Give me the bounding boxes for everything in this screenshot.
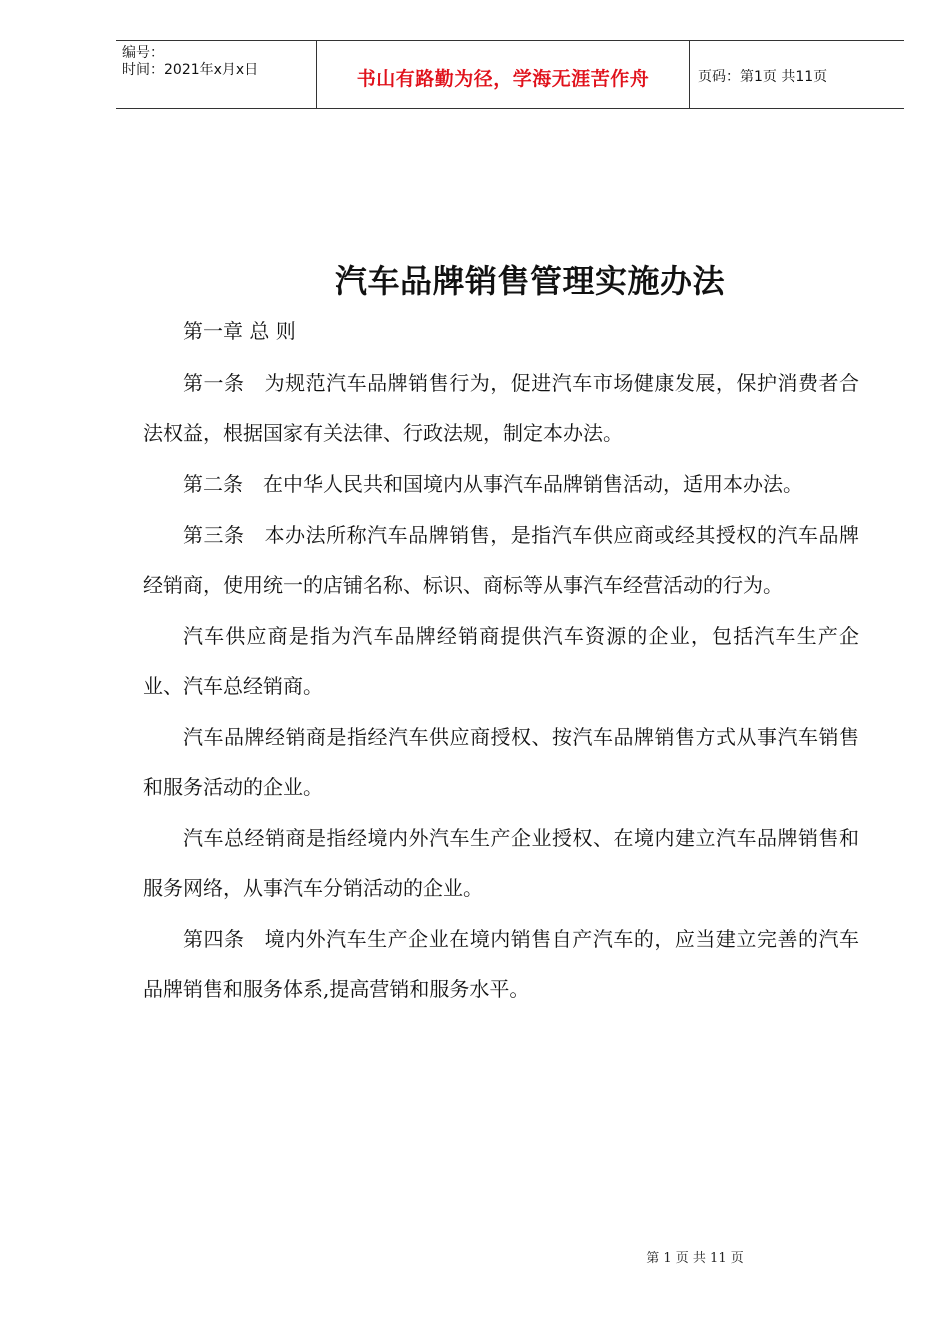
article-paragraph xyxy=(143,358,859,458)
footer-page-number: 第 1 页 共 11 页 xyxy=(646,1251,744,1266)
article-paragraph xyxy=(143,914,859,1014)
code-label: 编号： xyxy=(122,45,164,61)
article-number: 第二条 xyxy=(183,472,243,496)
header-meta-cell xyxy=(116,41,316,108)
chapter-heading: 第一章 总 则 xyxy=(183,319,296,343)
document-title: 汽车品牌销售管理实施办法 xyxy=(334,262,725,300)
article-number: 第三条 xyxy=(183,523,245,547)
document-body xyxy=(143,306,859,1014)
paragraph-text: 汽车品牌经销商是指经汽车供应商授权、按汽车品牌销售方式从事汽车销售和服务活动的企业。 xyxy=(143,725,859,799)
article-number: 第四条 xyxy=(183,927,245,951)
article-text: 为规范汽车品牌销售行为，促进汽车市场健康发展，保护消费者合法权益，根据国家有关法律、行政法规，制定本办法。 xyxy=(143,371,860,445)
date-label: 时间：2021年x月x日 xyxy=(122,62,259,78)
definition-paragraph xyxy=(143,611,859,711)
header-page-cell xyxy=(690,41,904,108)
motto-text: 书山有路勤为径，学海无涯苦作舟 xyxy=(356,68,650,90)
paragraph-text: 汽车总经销商是指经境内外汽车生产企业授权、在境内建立汽车品牌销售和服务网络，从事汽车分销活动的企业。 xyxy=(143,826,859,900)
definition-paragraph xyxy=(143,712,859,812)
page-header xyxy=(116,40,904,109)
definition-paragraph xyxy=(143,813,859,913)
paragraph-text: 汽车供应商是指为汽车品牌经销商提供汽车资源的企业，包括汽车生产企业、汽车总经销商。 xyxy=(143,624,859,698)
page-info: 页码：第1页 共11页 xyxy=(698,68,828,85)
page-footer xyxy=(0,1247,950,1266)
article-number: 第一条 xyxy=(183,371,245,395)
article-text: 境内外汽车生产企业在境内销售自产汽车的，应当建立完善的汽车品牌销售和服务体系,提高营销和服务水平。 xyxy=(143,927,860,1001)
article-text: 本办法所称汽车品牌销售，是指汽车供应商或经其授权的汽车品牌经销商，使用统一的店铺名称、标识、商标等从事汽车经营活动的行为。 xyxy=(143,523,860,597)
article-text: 在中华人民共和国境内从事汽车品牌销售活动，适用本办法。 xyxy=(263,472,803,496)
header-motto-cell xyxy=(316,41,690,108)
article-paragraph xyxy=(143,510,859,610)
article-paragraph xyxy=(143,459,859,509)
